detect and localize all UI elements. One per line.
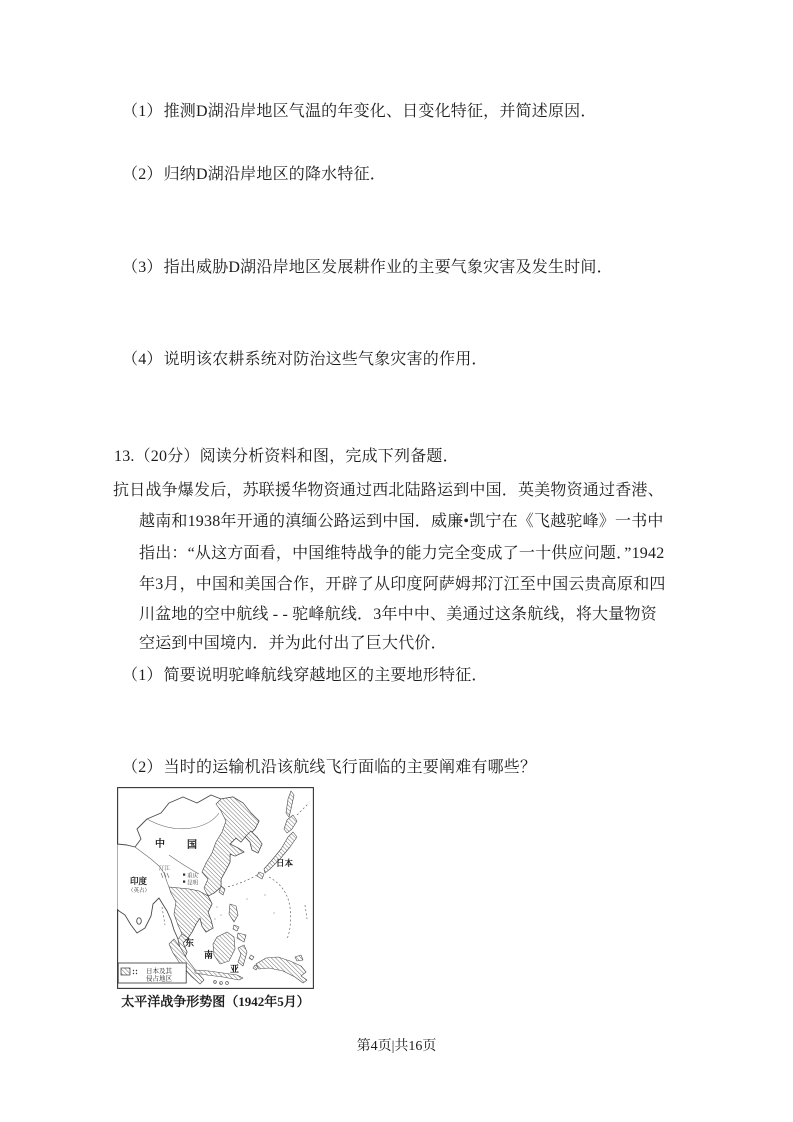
q13-paragraph-line: 空运到中国境内．并为此付出了巨大代价． bbox=[139, 635, 447, 652]
occupied-lesser-sunda-3 bbox=[226, 982, 229, 985]
q13-sub-question-1 bbox=[122, 662, 488, 685]
label-kunming: 昆明 bbox=[187, 880, 199, 887]
map-caption: 太平洋战争形势图（1942年5月） bbox=[121, 994, 310, 1009]
label-southeast-char1: 东 bbox=[185, 938, 195, 948]
legend-hatch-symbol bbox=[121, 968, 130, 975]
question-2 bbox=[122, 161, 386, 184]
label-southeast-char3: 亚 bbox=[230, 964, 240, 974]
occupied-lesser-sunda-2 bbox=[220, 982, 223, 985]
question-3 bbox=[122, 254, 613, 277]
q13-sub-2-number: （2） bbox=[122, 759, 163, 776]
label-tingjiang: 汀江 bbox=[159, 866, 171, 872]
question-13-header: 13.（20分）阅读分析资料和图，完成下列备题． bbox=[114, 448, 459, 465]
map-legend bbox=[118, 963, 186, 983]
q13-sub-1-text: 简要说明驼峰航线穿越地区的主要地形特征． bbox=[163, 667, 488, 684]
legend-text-line2: 侵占地区 bbox=[146, 975, 172, 983]
page-number-footer: 第4页|共16页 bbox=[356, 1039, 437, 1054]
pacific-war-map-svg bbox=[117, 787, 314, 989]
q13-paragraph-line: 指出：“从这方面看，中国维特战争的能力完全变成了一十供应问题．”1942 bbox=[139, 545, 665, 562]
q13-paragraph-line: 抗日战争爆发后，苏联援华物资通过西北陆路运到中国．英美物资通过香港、 bbox=[113, 482, 664, 499]
question-1 bbox=[122, 98, 597, 121]
question-3-text: 指出威胁D湖沿岸地区发展耕作业的主要气象灾害及发生时间． bbox=[163, 259, 613, 276]
sri-lanka-island bbox=[137, 918, 142, 924]
question-4 bbox=[122, 346, 488, 369]
question-3-number: （3） bbox=[122, 259, 163, 276]
q13-paragraph-line: 越南和1938年开通的滇缅公路运到中国．威廉•凯宁在《飞越驼峰》一书中 bbox=[139, 513, 664, 530]
question-4-text: 说明该农耕系统对防治这些气象灾害的作用． bbox=[163, 351, 488, 368]
occupied-lesser-sunda bbox=[214, 981, 217, 984]
label-india: 印度 bbox=[130, 876, 148, 886]
label-china-char1: 中 bbox=[155, 839, 165, 850]
label-southeast-char2: 南 bbox=[204, 950, 214, 960]
question-2-number: （2） bbox=[122, 166, 163, 183]
q13-paragraph-line: 川盆地的空中航线 - - 驼峰航线．3年中中、美通过这条航线，将大量物资 bbox=[139, 606, 657, 623]
label-china-char2: 国 bbox=[187, 840, 197, 851]
legend-text-line1: 日本及其 bbox=[146, 968, 172, 975]
label-chongqing: 重庆 bbox=[187, 873, 199, 880]
chongqing-marker bbox=[183, 874, 185, 876]
label-india-note: （英占） bbox=[128, 888, 151, 894]
question-4-number: （4） bbox=[122, 351, 163, 368]
kunming-marker bbox=[183, 881, 185, 883]
q13-paragraph-line: 年3月，中国和美国合作，开辟了从印度阿萨姆邦汀江至中国云贵高原和四 bbox=[139, 576, 666, 593]
label-japan: 日本 bbox=[276, 858, 294, 868]
pacific-war-map bbox=[117, 787, 314, 989]
question-1-number: （1） bbox=[122, 103, 163, 120]
q13-sub-2-text: 当时的运输机沿该航线飞行面临的主要阐难有哪些？ bbox=[163, 759, 537, 776]
question-2-text: 归纳D湖沿岸地区的降水特征． bbox=[163, 166, 386, 183]
q13-sub-question-2 bbox=[122, 754, 536, 777]
q13-sub-1-number: （1） bbox=[122, 667, 163, 684]
question-1-text: 推测D湖沿岸地区气温的年变化、日变化特征，并简述原因． bbox=[163, 103, 597, 120]
